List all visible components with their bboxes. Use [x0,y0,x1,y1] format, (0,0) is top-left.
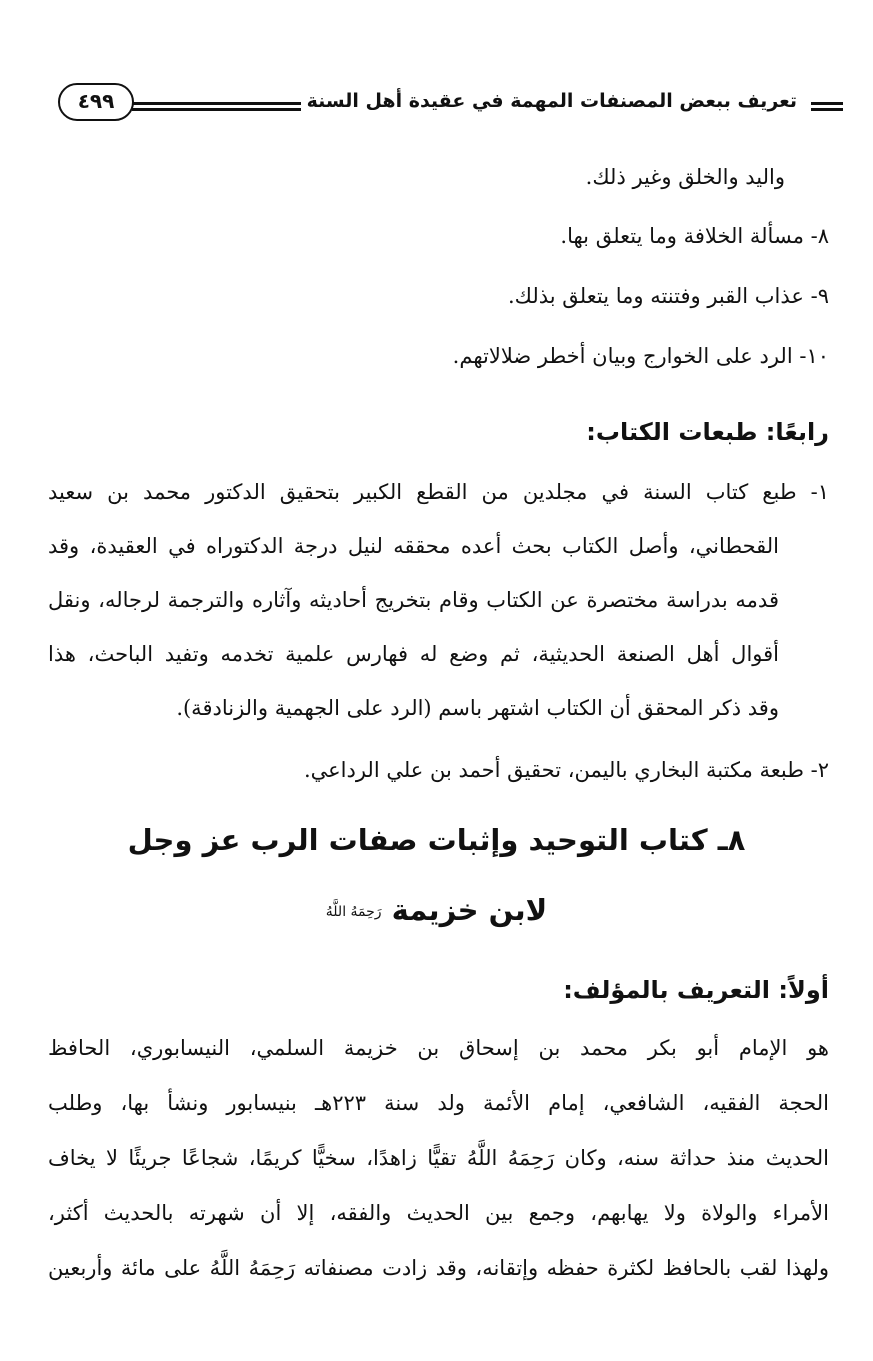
paragraph-line: الأمراء والولاة ولا يهابهم، وجمع بين الحديث والفقه، إلا أن شهرته بالحديث أكثر، [48,1201,829,1225]
list-item: ٢- طبعة مكتبة البخاري باليمن، تحقيق أحمد بن علي الرداعي. [303,758,829,782]
body-line: واليد والخلق وغير ذلك. [585,165,785,189]
list-item: ١٠- الرد على الخوارج وبيان أخطر ضلالاتهم. [452,344,829,368]
running-title: تعريف ببعض المصنفات المهمة في عقيدة أهل السنة [301,90,803,112]
section-heading-author: أولاً: التعريف بالمؤلف: [563,976,829,1004]
paragraph-line: هو الإمام أبو بكر محمد بن إسحاق بن خزيمة السلمي، النيسابوري، الحافظ [48,1036,829,1060]
paragraph-line: ولهذا لقب بالحافظ لكثرة حفظه وإتقانه، وقد زادت مصنفاته رَحِمَهُ اللَّهُ على مائة وأربعين [48,1256,829,1280]
list-item: ٩- عذاب القبر وفتنته وما يتعلق بذلك. [507,284,829,308]
paragraph-line: الحديث منذ حداثة سنه، وكان رَحِمَهُ اللَّهُ تقيًّا زاهدًا، سخيًّا كريمًا، شجاعًا جريئًا لا يخاف [48,1146,829,1170]
paragraph-line: ١- طبع كتاب السنة في مجلدين من القطع الكبير بتحقيق الدكتور محمد بن سعيد [48,480,829,504]
paragraph-line: الحجة الفقيه، الشافعي، إمام الأئمة ولد سنة ٢٢٣هـ بنيسابور ونشأ بها، وطلب [48,1091,829,1115]
paragraph-line: القحطاني، وأصل الكتاب بحث أعده محققه لنيل درجة الدكتوراه في العقيدة، وقد [48,534,779,558]
chapter-title: ٨ـ كتاب التوحيد وإثبات صفات الرب عز وجل [127,823,746,857]
paragraph-line: أقوال أهل الصنعة الحديثية، ثم وضع له فهارس علمية تخدمه وتفيد الباحث، هذا [48,642,779,666]
paragraph-line: قدمه بدراسة مختصرة عن الكتاب وقام بتخريج أحاديثه وآثاره والترجمة لرجاله، ونقل [48,588,779,612]
paragraph-line: وقد ذكر المحقق أن الكتاب اشتهر باسم (الرد على الجهمية والزنادقة). [176,696,779,720]
running-header [58,80,843,126]
list-item: ٨- مسألة الخلافة وما يتعلق بها. [560,224,829,248]
chapter-subtitle [0,885,873,935]
chapter-author: لابن خزيمة [391,893,548,927]
section-heading-editions: رابعًا: طبعات الكتاب: [586,418,829,446]
honorific-glyph: رَحِمَهُ اللَّهُ [325,904,382,920]
header-dash-ornament [811,102,843,111]
page-number: ٤٩٩ [58,83,134,121]
